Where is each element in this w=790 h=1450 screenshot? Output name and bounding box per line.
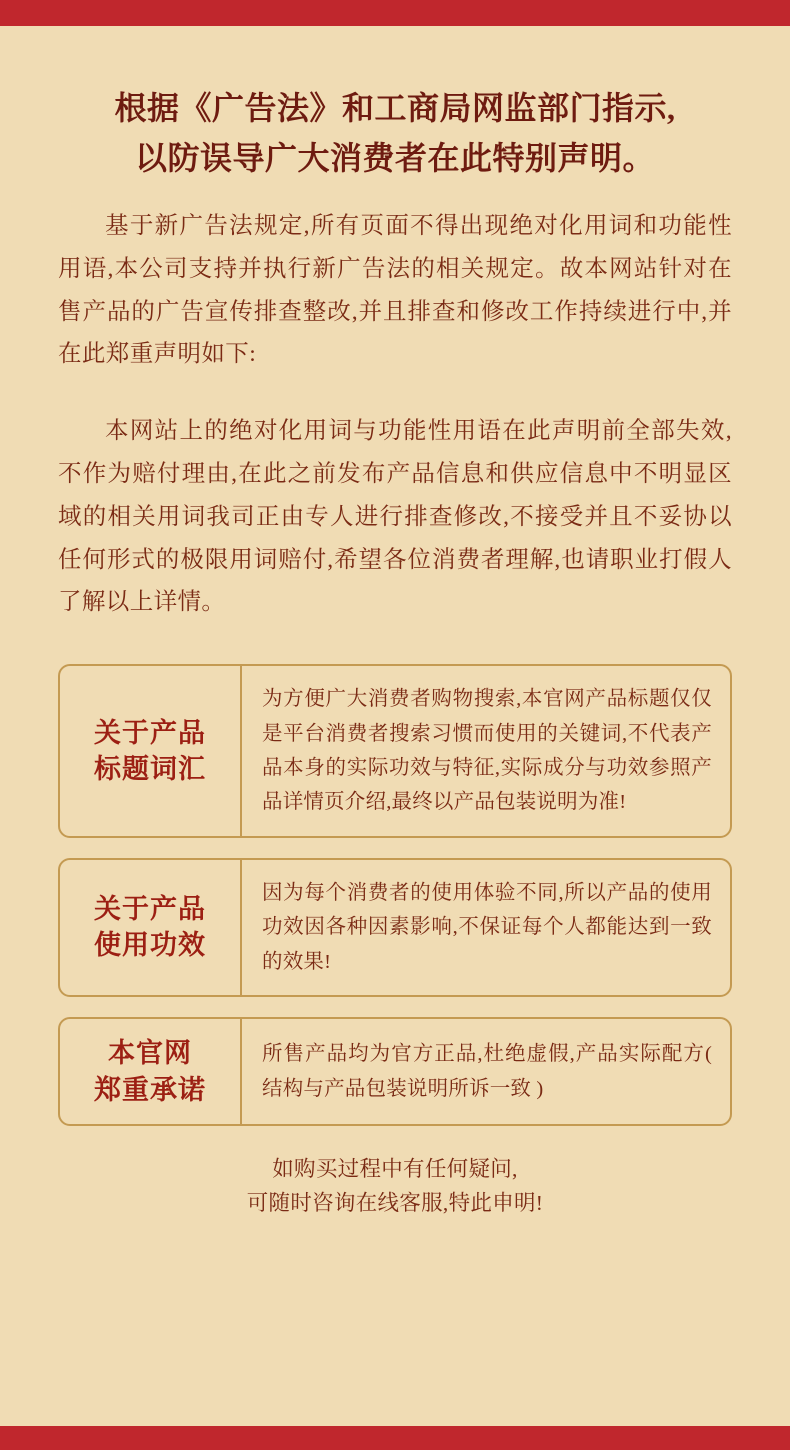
- card-title-line-1: 关于产品: [94, 894, 206, 925]
- statement-card-promise: [58, 1017, 732, 1126]
- footer-line-2: 可随时咨询在线客服,特此申明!: [246, 1191, 544, 1216]
- page-title: [58, 84, 732, 183]
- card-body-product-title: 为方便广大消费者购物搜索,本官网产品标题仅仅是平台消费者搜索习惯而使用的关键词,不代表产品本身的实际功效与特征,实际成分与功效参照产品详情页介绍,最终以产品包装说明为准!: [262, 688, 712, 814]
- card-title-line-1: 关于产品: [94, 717, 206, 748]
- page-title-line-1: 根据《广告法》和工商局网监部门指示,: [114, 90, 676, 126]
- footer-line-1: 如购买过程中有任何疑问,: [272, 1157, 518, 1182]
- statement-card-product-effect: [58, 858, 732, 997]
- statement-card-list: [58, 664, 732, 1126]
- card-title-promise: [60, 1019, 242, 1124]
- statement-paragraph-2: 本网站上的绝对化用词与功能性用语在此声明前全部失效,不作为赔付理由,在此之前发布产品信息和供应信息中不明显区域的相关用词我司正由专人进行排查修改,不接受并且不妥协以任何形式的极限用词赔付,希望各位消费者理解,也请职业打假人了解以上详情。: [58, 418, 732, 616]
- card-title-line-2: 标题词汇: [94, 753, 206, 784]
- card-body-product-effect: 因为每个消费者的使用体验不同,所以产品的使用功效因各种因素影响,不保证每个人都能达到一致的效果!: [262, 881, 712, 973]
- statement-card-product-title: [58, 664, 732, 838]
- statement-paragraph-1: 基于新广告法规定,所有页面不得出现绝对化用词和功能性用语,本公司支持并执行新广告法的相关规定。故本网站针对在售产品的广告宣传排查整改,并且排查和修改工作持续进行中,并在此郑重声明如下:: [58, 213, 732, 368]
- page-title-line-2: 以防误导广大消费者在此特别声明。: [134, 139, 655, 176]
- footer-note: [58, 1152, 732, 1221]
- card-title-line-2: 郑重承诺: [94, 1074, 206, 1105]
- parchment-panel: [0, 26, 790, 1426]
- card-title-product-title: [60, 666, 242, 836]
- card-title-product-effect: [60, 860, 242, 995]
- card-title-line-2: 使用功效: [94, 930, 206, 961]
- card-body-promise: 所售产品均为官方正品,杜绝虚假,产品实际配方( 结构与产品包装说明所诉一致 ): [262, 1043, 712, 1100]
- card-title-line-1: 本官网: [108, 1038, 192, 1069]
